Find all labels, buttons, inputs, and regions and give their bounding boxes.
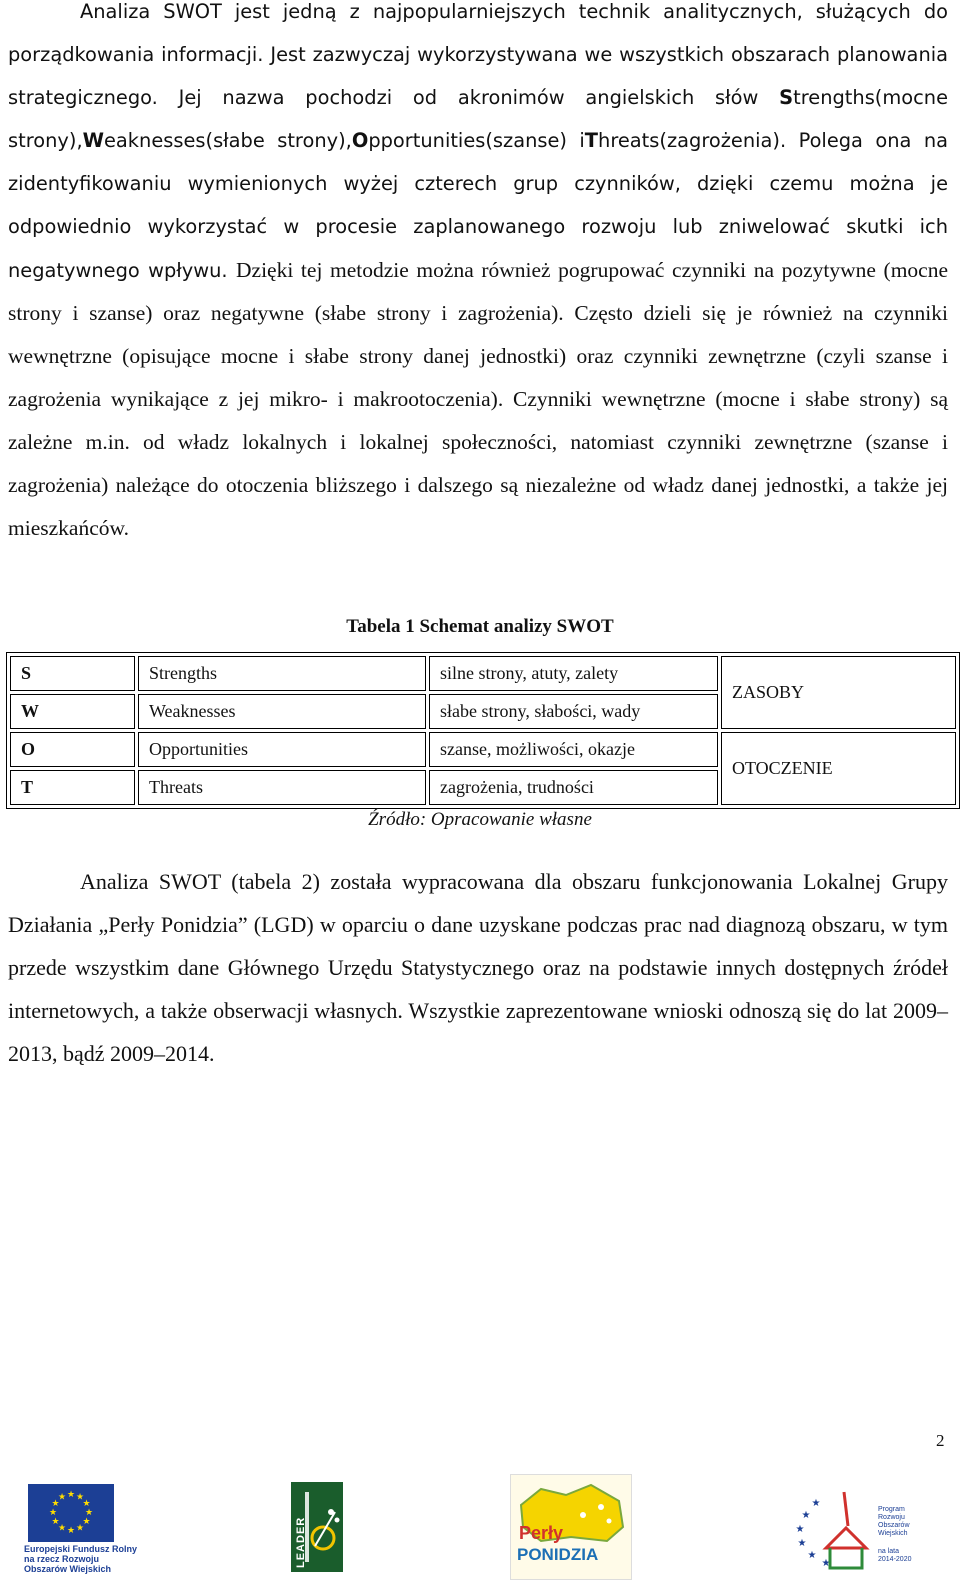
perly-text: Perły [519, 1523, 564, 1543]
svg-text:★: ★ [795, 1524, 805, 1535]
svg-text:★: ★ [57, 1523, 67, 1534]
swot-word-o: pportunities(szanse) i [368, 129, 585, 153]
swot-letter-s: S [779, 86, 794, 110]
eu-caption: Europejski Fundusz Rolny na rzecz Rozwoju Obszarów Wiejskich [24, 1544, 138, 1574]
analysis-paragraph: Analiza SWOT (tabela 2) została wypracowana dla obszaru funkcjonowania Lokalnej Grupy Działania „Perły Ponidzia” (LGD) w oparciu o dane uzyskane podczas prac nad diagnozą obszaru, w tym przede wszystkim dane Głównego Urzędu Statystycznego oraz na podstawie innych dostępnych źródeł internetowych, a także obserwacji własnych. Wszystkie zaprezentowane wnioski odnoszą się do lat 2009–2013, bądź 2009–2014. [8, 869, 948, 1067]
leader-logo [291, 1482, 343, 1572]
svg-text:★: ★ [51, 1499, 60, 1509]
swot-letter-o: O [351, 129, 369, 153]
group-environment: OTOCZENIE [721, 732, 956, 805]
svg-text:★: ★ [82, 1499, 91, 1509]
svg-text:★: ★ [84, 1508, 94, 1518]
prow-logo [786, 1478, 916, 1578]
group-resources: ZASOBY [721, 656, 956, 729]
swot-table [6, 652, 960, 809]
swot-word-t: hreats(zagrożenia). [598, 129, 787, 153]
svg-text:★: ★ [51, 1517, 60, 1527]
svg-text:★: ★ [82, 1517, 91, 1527]
svg-text:★: ★ [797, 1538, 807, 1549]
row-name: Opportunities [138, 732, 426, 767]
eu-logo [24, 1484, 142, 1574]
svg-text:★: ★ [821, 1558, 831, 1569]
ponidzia-text: PONIDZIA [517, 1545, 599, 1564]
eu-stars-icon [28, 1484, 114, 1542]
row-name: Weaknesses [138, 694, 426, 729]
svg-text:★: ★ [57, 1492, 67, 1503]
table-row [10, 732, 956, 767]
row-letter: T [10, 770, 135, 805]
eu-flag-icon [28, 1484, 114, 1542]
swot-letter-t: T [584, 129, 599, 153]
perly-ponidzia-logo [510, 1474, 632, 1580]
row-desc: szanse, możliwości, okazje [429, 732, 718, 767]
intro-sentence-1: Analiza SWOT jest jedną z najpopularniejszych technik analitycznych, służących do porządkowania informacji. Jest zazwyczaj wykorzystywana we wszystkich obszarach planowania strategicznego. Jej nazwa pochodzi od akronimów angielskich słów [8, 0, 948, 110]
prow-years: na lata 2014-2020 [878, 1548, 912, 1563]
svg-text:★: ★ [66, 1526, 76, 1536]
prow-stars-house-icon [786, 1478, 876, 1578]
svg-text:★: ★ [811, 1498, 821, 1509]
svg-text:★: ★ [75, 1492, 85, 1503]
row-desc: słabe strony, słabości, wady [429, 694, 718, 729]
intro-serif-part: Dzięki tej metodzie można również pogrupować czynniki na pozytywne (mocne strony i szanse) oraz negatywne (słabe strony i zagrożenia). Często dzieli się je również na czynniki wewnętrzne (opisujące mocne i słabe strony danej jednostki) oraz czynniki zewnętrzne (czyli szanse i zagrożenia wynikające z jej mikro- i makrootoczenia). Czynniki wewnętrzne (mocne i słabe strony) są zależne m.in. od władz lokalnych i lokalnej społeczności, natomiast czynniki zewnętrzne (szanse i zagrożenia) należące do otoczenia bliższego i dalszego są niezależne od władz danej jednostki, a także jej mieszkańców. [8, 257, 949, 541]
swot-word-w: eaknesses(słabe strony), [104, 129, 352, 153]
intro-paragraph [8, 0, 948, 550]
svg-text:★: ★ [75, 1523, 85, 1534]
row-letter: W [10, 694, 135, 729]
svg-text:★: ★ [801, 1510, 811, 1521]
intro-rest: Polega ona na zidentyfikowaniu wymienionych wyżej czterech grup czynników, dzięki czemu można je odpowiednio wykorzystać w procesie zaplanowanego rozwoju lub zniwelować skutki ich negatywnego wpływu. [8, 129, 948, 282]
svg-text:★: ★ [807, 1550, 817, 1561]
leader-text: LEADER [295, 1516, 307, 1568]
svg-text:★: ★ [66, 1490, 76, 1500]
prow-text: Program Rozwoju Obszarów Wiejskich [878, 1506, 910, 1537]
swot-word-s: trengths(mocne strony), [8, 86, 948, 153]
row-name: Threats [138, 770, 426, 805]
row-name: Strengths [138, 656, 426, 691]
footer-logos [0, 1470, 960, 1583]
table-source: Źródło: Opracowanie własne [368, 809, 592, 830]
row-desc: silne strony, atuty, zalety [429, 656, 718, 691]
table-row [10, 656, 956, 691]
row-letter: S [10, 656, 135, 691]
svg-text:★: ★ [48, 1508, 58, 1518]
swot-letter-w: W [82, 129, 104, 153]
page-number: 2 [936, 1431, 945, 1450]
row-letter: O [10, 732, 135, 767]
table-caption: Tabela 1 Schemat analizy SWOT [346, 616, 614, 637]
row-desc: zagrożenia, trudności [429, 770, 718, 805]
